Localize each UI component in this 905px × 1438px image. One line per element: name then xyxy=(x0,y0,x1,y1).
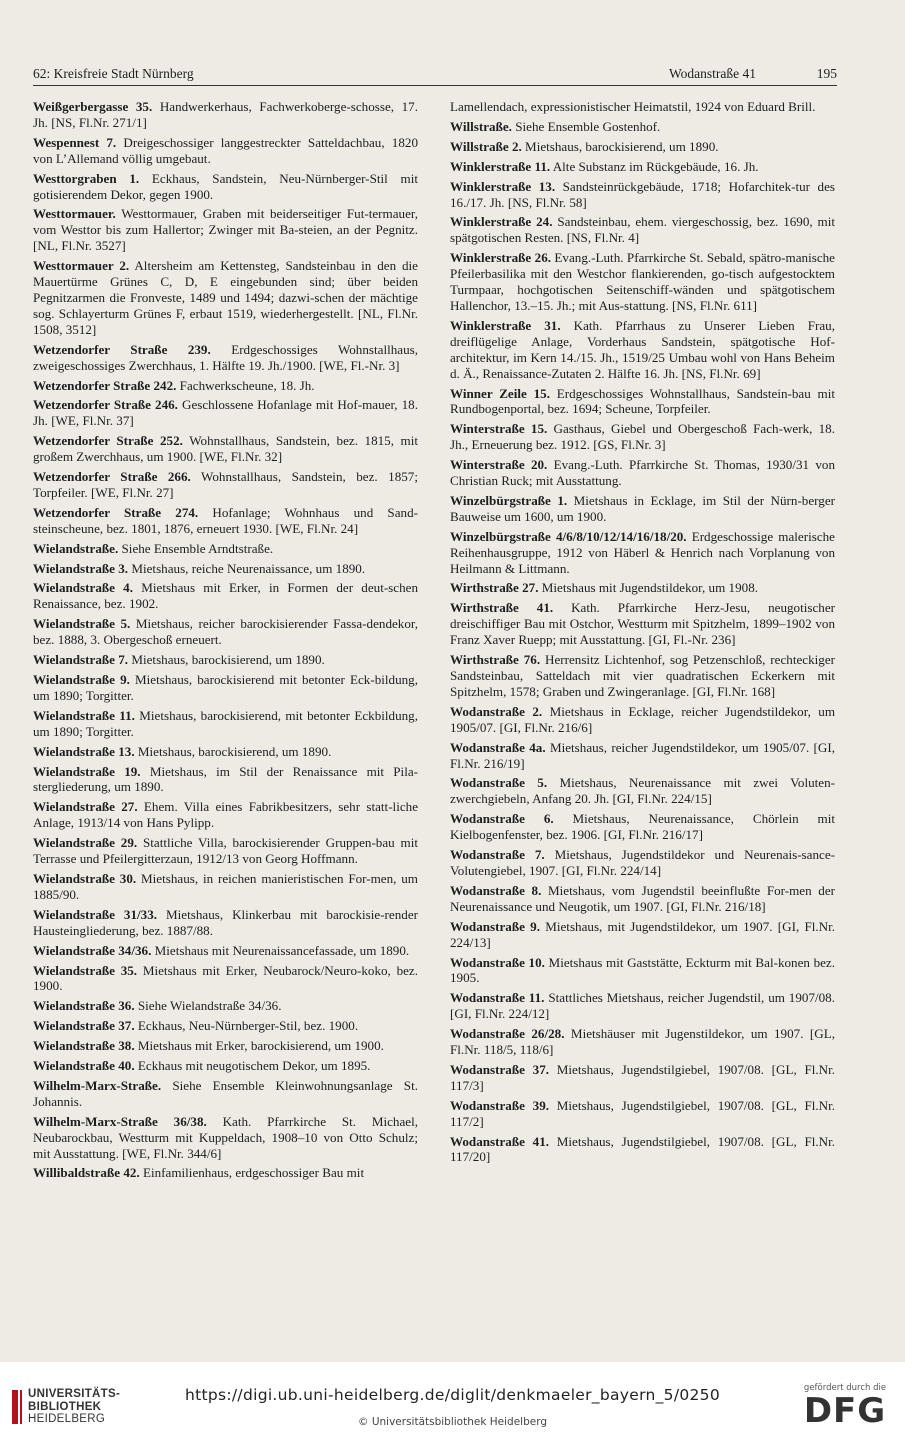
entry-text: Mietshaus in Ecklage, im Stil der Nürn-berger Bauweise um 1600, um 1900. xyxy=(450,492,835,524)
entry-text: Stattliche Villa, barockisierender Gruppen-bau mit Terrasse und Pfeilergitterzaun, 1912/13 von Georg Hoffmann. xyxy=(33,835,418,867)
entry xyxy=(33,835,418,867)
entry-heading: Wetzendorfer Straße 242. xyxy=(33,377,177,393)
entry xyxy=(450,493,835,525)
entry-heading: Wielandstraße 5. xyxy=(33,616,131,632)
entry-heading: Winzelbürgstraße 1. xyxy=(450,492,568,508)
entry-text: Eckhaus mit neugotischem Dekor, um 1895. xyxy=(134,1058,371,1074)
entry-text: Mietshaus mit Jugendstildekor, um 1908. xyxy=(538,580,759,596)
entry-text: Altersheim am Kettensteg, Sandsteinbau in den die Mauertürme Grünes C, D, E eingebunden sind; über beiden Pegnitzarmen die Fronveste, 1489 und 1494; dazwi-schen der mächtige sog. Schlayerturm Grünes F, erbaut 1519, wiederhergestellt. [NL, Fl.Nr. 1508, 3512] xyxy=(33,258,418,337)
entry-text: Stattliches Mietshaus, reicher Jugendstil, um 1907/08. [GI, Fl.Nr. 224/12] xyxy=(450,990,836,1022)
entry xyxy=(450,1062,835,1094)
entry xyxy=(450,139,835,155)
entry-heading: Wielandstraße 40. xyxy=(33,1058,135,1074)
entry xyxy=(33,799,418,831)
entry-heading: Westtormauer 2. xyxy=(33,258,130,274)
entry xyxy=(33,744,418,760)
entry-text: Evang.-Luth. Pfarrkirche St. Sebald, spätro-manische Pfeilerbasilika mit den Westchor flankierenden, go-tisch aufgestocktem Turmpaar, hochgotischen Seitenschiff-wänden und spätgotischem Hallenchor, 13.–15. Jh.; mit Aus-stattung. [NS, Fl.Nr. 611] xyxy=(450,250,835,313)
entry xyxy=(33,764,418,796)
entry-text: Mietshaus, Jugendstilgiebel, 1907/08. [GL, Fl.Nr. 117/20] xyxy=(450,1133,836,1165)
entry xyxy=(450,652,835,700)
entry xyxy=(450,990,835,1022)
entry-text: Kath. Pfarrkirche Herz-Jesu, neugotischer dreischiffiger Bau mit Ostchor, Westturm mit Spitzhelm, 1899–1902 von Franz Xaver Ruepp; mit Ausstattung. [GI, Fl.-Nr. 236] xyxy=(450,600,836,648)
entry xyxy=(450,919,835,951)
entry-heading: Wielandstraße 13. xyxy=(33,743,135,759)
entry-text: Sandsteinrückgebäude, 1718; Hofarchitek-tur des 16./17. Jh. [NS, Fl.Nr. 58] xyxy=(450,178,835,210)
entry xyxy=(33,561,418,577)
entry xyxy=(33,1058,418,1074)
entry xyxy=(33,871,418,903)
entry-text: Siehe Wielandstraße 34/36. xyxy=(134,998,282,1014)
entry xyxy=(450,883,835,915)
entry-heading: Wirthstraße 27. xyxy=(450,580,539,596)
entry xyxy=(33,580,418,612)
entry-text: Mietshaus in Ecklage, reicher Jugendstildekor, um 1905/07. [GI, Fl.Nr. 216/6] xyxy=(450,703,836,735)
dfg-wordmark: DFG xyxy=(803,1391,887,1431)
copyright-notice: © Universitätsbibliothek Heidelberg xyxy=(357,1416,547,1428)
entry xyxy=(33,998,418,1014)
entry xyxy=(33,206,418,254)
entry-text: Mietshäuser mit Jugenstildekor, um 1907. [GL, Fl.Nr. 118/5, 118/6] xyxy=(450,1026,836,1058)
entry xyxy=(450,955,835,987)
entry-heading: Wielandstraße 3. xyxy=(33,560,129,576)
entry-heading: Wielandstraße 9. xyxy=(33,672,130,687)
entry-text: Eckhaus, Sandstein, Neu-Nürnberger-Stil mit gotisierendem Dekor, gegen 1900. xyxy=(33,170,418,202)
library-name-line-3: HEIDELBERG xyxy=(28,1413,106,1425)
entry xyxy=(450,811,835,843)
entry xyxy=(33,135,418,167)
entry-heading: Wielandstraße 34/36. xyxy=(33,942,152,958)
entry-heading: Winner Zeile 15. xyxy=(450,385,550,401)
entry-heading: Wodanstraße 39. xyxy=(450,1097,550,1113)
entry-heading: Wielandstraße 37. xyxy=(33,1018,135,1034)
entry xyxy=(33,171,418,203)
entry-text: Lamellendach, expressionistischer Heimatstil, 1924 von Eduard Brill. xyxy=(450,99,816,114)
entry-heading: Winterstraße 15. xyxy=(450,421,548,437)
entry-heading: Wetzendorfer Straße 274. xyxy=(33,504,199,520)
entry-heading: Wodanstraße 41. xyxy=(450,1133,550,1149)
entry-heading: Wirthstraße 76. xyxy=(450,652,541,668)
entry xyxy=(450,214,835,246)
entry-heading: Wodanstraße 4a. xyxy=(450,739,546,755)
entry-heading: Wetzendorfer Straße 252. xyxy=(33,433,183,449)
entry-heading: Winterstraße 20. xyxy=(450,457,548,473)
entry-text: Herrensitz Lichtenhof, sog Petzenschloß, rechteckiger Sandsteinbau, Satteldach mit vier quadratischen Eckerkern mit Spitzhelm, 1578; Graben und Zwingeranlage. [GI, Fl.Nr. 168] xyxy=(450,652,835,699)
entry xyxy=(33,1018,418,1034)
entry-text: Kath. Pfarrhaus zu Unserer Lieben Frau, dreiflügelige Anlage, Vorderhaus Sandstein, spätgotische Hof-architektur, im Kern 14./15. Jh., 1519/25 Umbau wohl von Hans Beheim d. Ä., Renaissance-Zutaten 2. Hälfte 16. Jh. [NS, Fl.Nr. 69] xyxy=(450,317,835,381)
entry xyxy=(450,457,835,489)
entry-text: Mietshaus, reiche Neurenaissance, um 1890. xyxy=(128,560,366,576)
entry-text: Mietshaus mit Erker, in Formen der deut-schen Renaissance, bez. 1902. xyxy=(33,580,418,612)
entry-heading: Wodanstraße 37. xyxy=(450,1061,550,1077)
entry xyxy=(33,1165,418,1181)
entry-text: Mietshaus, Klinkerbau mit barockisie-render Hausteingliederung, bez. 1887/88. xyxy=(33,906,418,938)
entry-heading: Westtorgraben 1. xyxy=(33,170,140,186)
entry-heading: Wilhelm-Marx-Straße. xyxy=(33,1077,162,1093)
entry xyxy=(33,505,418,537)
entry xyxy=(33,258,418,338)
entry-text: Evang.-Luth. Pfarrkirche St. Thomas, 1930/31 von Christian Ruck; mit Ausstattung. xyxy=(450,457,836,489)
entry-text: Mietshaus, barockisierend, um 1890. xyxy=(128,652,325,668)
entry-heading: Winklerstraße 11. xyxy=(450,158,551,174)
entry-heading: Wodanstraße 5. xyxy=(450,775,548,791)
entry xyxy=(33,708,418,740)
entry xyxy=(33,378,418,394)
entry xyxy=(33,469,418,501)
entry xyxy=(33,963,418,995)
dfg-caption: gefördert durch die xyxy=(803,1383,887,1393)
entry xyxy=(450,179,835,211)
entry-heading: Wodanstraße 8. xyxy=(450,882,542,898)
entry xyxy=(33,99,418,131)
document-url-link[interactable]: https://digi.ub.uni-heidelberg.de/diglit/denkmaeler_bayern_5/0250 xyxy=(184,1386,721,1404)
header-chapter: 62: Kreisfreie Stadt Nürnberg xyxy=(33,66,194,81)
entry-heading: Wielandstraße 31/33. xyxy=(33,906,158,922)
entry xyxy=(450,847,835,879)
entry-heading: Wetzendorfer Straße 246. xyxy=(33,397,178,413)
entry-text: Gasthaus, Giebel und Obergeschoß Fach-werk, 18. Jh., Erneuerung bez. 1912. [GS, Fl.Nr. 3] xyxy=(450,421,835,453)
entry-text: Mietshaus mit Erker, Neubarock/Neuro-koko, bez. 1900. xyxy=(33,962,419,994)
entry-heading: Wodanstraße 7. xyxy=(450,847,545,863)
entry xyxy=(450,580,835,596)
entry-text: Ehem. Villa eines Fabrikbesitzers, sehr statt-liche Anlage, 1913/14 von Hans Pylipp. xyxy=(33,799,419,831)
entry-heading: Wodanstraße 26/28. xyxy=(450,1026,565,1042)
entry-text: Mietshaus, Neurenaissance, Chörlein mit Kielbogenfenster, bez. 1906. [GI, Fl.Nr. 216/17] xyxy=(450,811,836,843)
entry xyxy=(33,433,418,465)
entry-heading: Wielandstraße 7. xyxy=(33,652,129,668)
entry-text: Mietshaus, reicher Jugendstildekor, um 1905/07. [GI, Fl.Nr. 216/19] xyxy=(450,739,835,771)
entry-text: Mietshaus, Jugendstilgiebel, 1907/08. [GL, Fl.Nr. 117/3] xyxy=(450,1061,836,1093)
entry xyxy=(33,943,418,959)
entry xyxy=(33,541,418,557)
entry-heading: Wielandstraße 4. xyxy=(33,580,134,596)
entry xyxy=(450,1098,835,1130)
entry xyxy=(450,529,835,577)
entry-text: Mietshaus mit Gaststätte, Eckturm mit Bal-konen bez. 1905. xyxy=(450,954,836,986)
entry-text: Alte Substanz im Rückgebäude, 16. Jh. xyxy=(550,158,759,174)
entry-text: Mietshaus, Jugendstildekor und Neurenais-sance-Volutengiebel, 1907. [GI, Fl.Nr. 224/14] xyxy=(450,847,835,878)
entry-heading: Winklerstraße 24. xyxy=(450,214,553,230)
entry xyxy=(450,99,835,115)
entry-heading: Winzelbürgstraße 4/6/8/10/12/14/16/18/20. xyxy=(450,528,687,544)
entry xyxy=(450,119,835,135)
entry-text: Erdgeschossiges Wohnstallhaus, zweigeschossiges Zwerchhaus, 1. Hälfte 19. Jh./1900. [WE, Fl.-Nr. 3] xyxy=(33,341,418,373)
entry xyxy=(33,1114,418,1162)
left-column xyxy=(33,99,418,1185)
entry xyxy=(450,318,835,382)
entry xyxy=(33,652,418,668)
entry xyxy=(33,342,418,374)
entry-heading: Winklerstraße 13. xyxy=(450,178,556,194)
entry-heading: Wielandstraße. xyxy=(33,540,119,556)
library-name-line-2: BIBLIOTHEK xyxy=(28,1400,102,1413)
entry-heading: Wielandstraße 27. xyxy=(33,799,138,815)
entry-heading: Wetzendorfer Straße 239. xyxy=(33,341,211,357)
entry-text: Fachwerkscheune, 18. Jh. xyxy=(176,377,315,393)
entry-heading: Wodanstraße 6. xyxy=(450,811,554,827)
entry-text: Siehe Ensemble Gostenhof. xyxy=(511,118,661,134)
entry xyxy=(450,159,835,175)
entry-text: Eckhaus, Neu-Nürnberger-Stil, bez. 1900. xyxy=(134,1018,359,1034)
entry-heading: Weißgerbergasse 35. xyxy=(33,99,153,114)
entry-text: Dreigeschossiger langgestreckter Satteldachbau, 1820 von L’Allemand völlig umgebaut. xyxy=(33,134,418,166)
entry-heading: Wielandstraße 35. xyxy=(33,962,138,978)
entry xyxy=(450,421,835,453)
entry xyxy=(450,775,835,807)
entry xyxy=(33,616,418,648)
entry-text: Mietshaus, im Stil der Renaissance mit Pila-stergliederung, um 1890. xyxy=(33,763,419,795)
entry xyxy=(450,704,835,736)
entry-heading: Winklerstraße 31. xyxy=(450,317,561,333)
entry-text: Westtormauer, Graben mit beiderseitiger Fut-termauer, vom Westtor bis zum Hallertor; Zwinger mit Ba-steien, an der Pegnitz. [NL, Fl.Nr. 3527] xyxy=(33,206,418,254)
entry-heading: Wilhelm-Marx-Straße 36/38. xyxy=(33,1113,207,1129)
entry xyxy=(450,1134,835,1166)
entry-heading: Wodanstraße 10. xyxy=(450,954,545,970)
entry-heading: Wielandstraße 29. xyxy=(33,835,138,851)
entry-heading: Wirthstraße 41. xyxy=(450,600,554,616)
entry xyxy=(450,600,835,648)
entry-text: Wohnstallhaus, Sandstein, bez. 1815, mit großem Zwerchhaus, um 1900. [WE, Fl.Nr. 32] xyxy=(33,433,418,465)
entry-text: Wohnstallhaus, Sandstein, bez. 1857; Torpfeiler. [WE, Fl.Nr. 27] xyxy=(33,469,418,500)
entry-text: Mietshaus, barockisierend mit betonter Eck-bildung, um 1890; Torgitter. xyxy=(33,672,418,703)
entry-heading: Wodanstraße 11. xyxy=(450,990,545,1006)
entry-heading: Wodanstraße 2. xyxy=(450,703,543,719)
entry-text: Sandsteinbau, ehem. viergeschossig, bez. 1690, mit spätgotischen Resten. [NS, Fl.Nr. 4] xyxy=(450,214,835,246)
entry-heading: Winklerstraße 26. xyxy=(450,250,552,266)
entry-heading: Wetzendorfer Straße 266. xyxy=(33,469,191,485)
entry-text: Mietshaus, in reichen manieristischen For-men, um 1885/90. xyxy=(33,870,418,902)
header-entry-range: Wodanstraße 41 xyxy=(669,66,757,81)
entry-heading: Westtormauer. xyxy=(33,206,116,222)
entry-text: Geschlossene Hofanlage mit Hof-mauer, 18. Jh. [WE, Fl.Nr. 37] xyxy=(33,397,418,429)
entry-text: Mietshaus, barockisierend, um 1890. xyxy=(134,743,332,759)
entry xyxy=(450,386,835,418)
entry-text: Erdgeschossige malerische Reihenhausgruppe, 1912 von Häberl & Henrich nach Vorplanung von Heilmann & Littmann. xyxy=(450,528,835,576)
entry xyxy=(33,672,418,704)
entry-text: Mietshaus, vom Jugendstil beeinflußte For-men der Neurenaissance und Neugotik, um 1907. [GI, Fl.Nr. 216/18] xyxy=(450,882,835,914)
entry-text: Mietshaus, Jugendstilgiebel, 1907/08. [GL, Fl.Nr. 117/2] xyxy=(450,1097,836,1129)
entry-heading: Wielandstraße 36. xyxy=(33,998,135,1014)
entry-heading: Willstraße. xyxy=(450,118,512,134)
entry-text: Erdgeschossiges Wohnstallhaus, Sandstein-bau mit Rundbogenportal, bez. 1694; Scheune, Torpfeiler. xyxy=(450,385,835,417)
library-name-line-1: UNIVERSITÄTS- xyxy=(28,1388,121,1400)
entry xyxy=(33,1038,418,1054)
entry-text: Siehe Ensemble Arndtstraße. xyxy=(118,540,274,556)
entry-text: Siehe Ensemble Kleinwohnungsanlage St. Johannis. xyxy=(33,1077,418,1109)
entry-heading: Wodanstraße 9. xyxy=(450,918,540,934)
entry xyxy=(450,250,835,314)
entry-heading: Wielandstraße 11. xyxy=(33,707,135,723)
entry xyxy=(33,397,418,429)
entry-text: Einfamilienhaus, erdgeschossiger Bau mit xyxy=(139,1165,365,1181)
right-column xyxy=(450,99,835,1169)
entry xyxy=(450,740,835,772)
entry-text: Hofanlage; Wohnhaus und Sand-steinscheune, bez. 1801, 1876, erneuert 1930. [WE, Fl.Nr. 24] xyxy=(33,504,418,536)
entry-heading: Wielandstraße 19. xyxy=(33,763,141,779)
entry-text: Handwerkerhaus, Fachwerkoberge-schosse, 17. Jh. [NS, Fl.Nr. 271/1] xyxy=(33,99,418,130)
entry-text: Mietshaus, mit Jugendstildekor, um 1907. [GI, Fl.Nr. 224/13] xyxy=(450,918,835,950)
dfg-logo[interactable] xyxy=(795,1383,895,1431)
entry-text: Mietshaus, Neurenaissance mit zwei Voluten-zwerchgiebeln, Anfang 20. Jh. [GI, Fl.Nr. 224/15] xyxy=(450,775,835,807)
entry-heading: Willstraße 2. xyxy=(450,138,522,154)
running-header xyxy=(33,64,837,84)
entry-text: Mietshaus mit Neurenaissancefassade, um 1890. xyxy=(151,942,410,958)
entry xyxy=(33,1078,418,1110)
header-rule xyxy=(33,85,837,86)
entry-text: Mietshaus, reicher barockisierender Fassa-dendekor, bez. 1888, 3. Obergeschoß erneuert. xyxy=(33,616,419,648)
entry-text: Mietshaus, barockisierend, mit betonter Eckbildung, um 1890; Torgitter. xyxy=(33,707,418,739)
entry-heading: Wespennest 7. xyxy=(33,134,117,150)
entry xyxy=(33,907,418,939)
entry-text: Mietshaus mit Erker, barockisierend, um 1900. xyxy=(134,1038,384,1054)
entry-text: Mietshaus, barockisierend, um 1890. xyxy=(521,138,719,154)
entry-heading: Wielandstraße 30. xyxy=(33,870,137,886)
entry-heading: Willibaldstraße 42. xyxy=(33,1165,140,1181)
entry xyxy=(450,1026,835,1058)
page-number: 195 xyxy=(816,66,837,81)
entry-heading: Wielandstraße 38. xyxy=(33,1038,135,1054)
entry-text: Kath. Pfarrkirche St. Michael, Neubarockbau, Westturm mit Kuppeldach, 1908–10 von Otto Schulz; mit Ausstattung. [WE, Fl.Nr. 344/6] xyxy=(33,1113,418,1161)
